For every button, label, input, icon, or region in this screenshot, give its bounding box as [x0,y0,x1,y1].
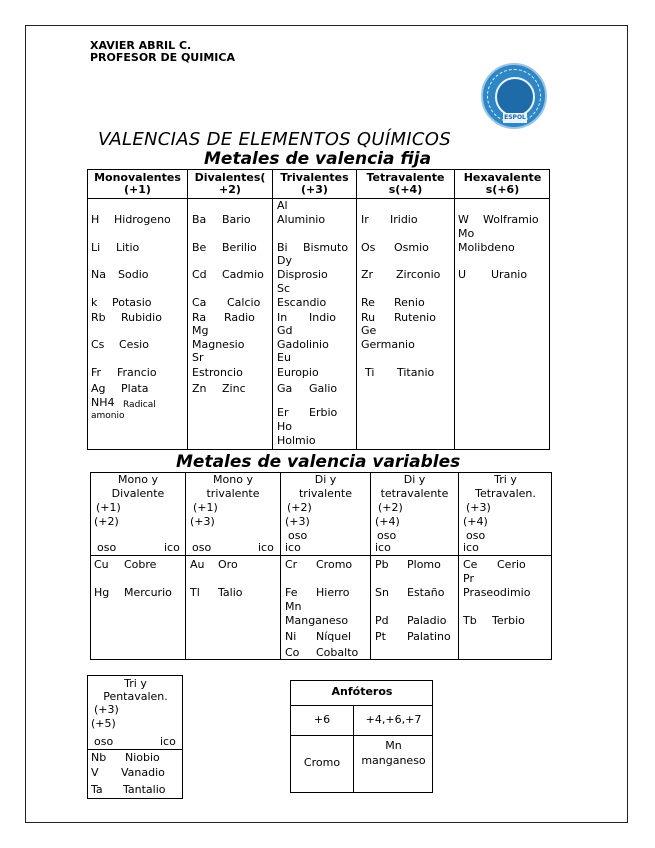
element-symbol: Mn [385,739,402,752]
element-name: amonio [91,411,125,421]
element-symbol: Cd [192,268,207,281]
element-symbol: Ra [192,311,207,324]
element-symbol: Sc [277,282,291,295]
element-name: Sodio [118,268,149,281]
element-name: Escandio [277,296,327,309]
fixed-col-divider [454,169,455,450]
var-header-value: (+3) [190,515,215,528]
element-symbol: Zr [361,268,374,281]
element-symbol: Nb [91,751,107,764]
element-symbol: Ho [277,420,293,433]
fixed-col-divider [187,169,188,450]
element-symbol: H [91,213,100,226]
element-name: Terbio [492,614,525,627]
penta-header-suffix: ico [160,735,176,748]
element-symbol: Fe [285,586,298,599]
amph-valence: +6 [313,713,331,726]
element-name: Cromo [303,756,341,769]
var-header-line: Divalente [111,487,165,500]
element-symbol: Pb [375,558,389,571]
var-header-value: (+1) [96,501,121,514]
element-name: Aluminio [277,213,326,226]
element-symbol: Cr [285,558,298,571]
fixed-subtitle: Metales de valencia fija [204,149,432,169]
element-symbol: Re [361,296,375,309]
element-symbol: Ru [361,311,376,324]
header-hexavalentes: Hexavalente [463,171,542,184]
var-header-line: Tetravalen. [475,487,536,500]
var-header-line: Mono y [213,473,253,486]
element-symbol: k [91,296,98,309]
var-header-value: (+4) [375,515,400,528]
element-name: Renio [394,296,425,309]
element-name: Manganeso [285,614,349,627]
element-symbol: Hg [94,586,110,599]
element-symbol: U [458,268,467,281]
element-name: Hierro [316,586,350,599]
element-symbol: Gd [277,324,293,337]
author-role: PROFESOR DE QUIMICA [90,51,235,64]
element-name: Talio [218,586,243,599]
header-monovalentes: Monovalentes [94,171,181,184]
element-symbol: Ba [192,213,207,226]
var-header-value: (+2) [378,501,403,514]
variable-subtitle: Metales de valencia variables [176,452,461,472]
element-symbol: Er [277,406,289,419]
var-header-line: Di y [314,473,337,486]
element-name: Holmio [277,434,316,447]
var-header-suffix: oso [97,541,117,554]
element-symbol: Mo [458,227,475,240]
var-header-value: (+2) [94,515,119,528]
header-monovalentes-val: (+1) [124,183,151,196]
element-symbol: Ta [91,783,103,796]
element-symbol: V [91,766,99,779]
var-header-value: (+3) [285,515,310,528]
penta-header-value: (+3) [94,703,119,716]
fixed-col-divider [272,169,273,450]
var-header-value: (+4) [463,515,488,528]
element-symbol: Mg [192,324,209,337]
element-name: Berilio [222,241,257,254]
element-name: Osmio [394,241,429,254]
var-header-line: Di y [403,473,426,486]
element-name: Cadmio [222,268,264,281]
element-symbol: Pr [463,572,474,585]
penta-header-value: (+5) [91,717,116,730]
seal-center [495,77,535,117]
header-trivalentes: Trivalentes [280,171,349,184]
fixed-col-divider [356,169,357,450]
element-name: Cerio [497,558,526,571]
element-name: Erbio [309,406,338,419]
var-header-suffix: oso [192,541,212,554]
penta-header-line: Tri y [124,677,147,690]
element-name: Francio [117,366,157,379]
element-name: Palatino [407,630,451,643]
element-name: Zirconio [396,268,441,281]
element-symbol: Mn [285,600,302,613]
header-tetravalentes: Tetravalente [366,171,445,184]
amph-title: Anfóteros [331,685,393,698]
element-symbol: Na [91,268,106,281]
element-symbol: Ti [365,366,375,379]
var-header-value: (+1) [193,501,218,514]
penta-header-suffix: oso [94,735,114,748]
element-name: Mercurio [124,586,172,599]
var-header-suffix: oso [466,529,486,542]
header-trivalentes-val: (+3) [301,183,328,196]
fixed-header-divider [87,198,550,199]
element-name: Tantalio [123,783,166,796]
element-name: Hidrogeno [114,213,171,226]
element-symbol: Zn [192,382,207,395]
header-divalentes-val: +2) [219,183,241,196]
element-symbol: Ge [361,324,377,337]
element-name: Paladio [407,614,447,627]
amph-divider [290,705,433,706]
element-name: Níquel [316,630,352,643]
element-name: Litio [116,241,140,254]
variable-col-divider [458,472,459,660]
variable-header-divider [90,555,552,556]
element-symbol: Cs [91,338,105,351]
element-name: Molibdeno [458,241,515,254]
var-header-suffix: oso [288,529,308,542]
element-symbol: Li [91,241,101,254]
element-name: Cobalto [316,646,359,659]
element-name: Cobre [124,558,157,571]
element-name: Estaño [407,586,445,599]
element-name: Wolframio [483,213,539,226]
element-name: Plomo [407,558,441,571]
element-symbol: Pd [375,614,389,627]
element-name: Cromo [316,558,353,571]
header-hexavalentes-val: s(+6) [485,183,520,196]
element-symbol: Ni [285,630,297,643]
element-name: Radical [123,400,156,410]
element-symbol: In [277,311,288,324]
element-name: Bario [222,213,251,226]
var-header-suffix: ico [463,541,479,554]
variable-col-divider [280,472,281,660]
element-name: Oro [218,558,238,571]
element-name: Disprosio [277,268,328,281]
element-name: Vanadio [121,766,165,779]
element-name: Calcio [227,296,261,309]
var-header-value: (+2) [287,501,312,514]
var-header-suffix: ico [164,541,180,554]
element-symbol: Ga [277,382,293,395]
var-header-line: Tri y [494,473,517,486]
element-symbol: W [458,213,469,226]
element-symbol: Ir [361,213,369,226]
element-name: Radio [224,311,255,324]
element-symbol: Cu [94,558,109,571]
var-header-suffix: ico [285,541,301,554]
element-symbol: Ce [463,558,478,571]
element-symbol: NH4 [91,396,115,409]
variable-col-divider [185,472,186,660]
amph-valence: +4,+6,+7 [365,713,422,726]
element-name: Estroncio [192,366,243,379]
element-name: Zinc [222,382,246,395]
element-name: Indio [309,311,336,324]
element-symbol: Eu [277,351,291,364]
element-symbol: Dy [277,254,292,267]
seal-caption: ESPOL [504,114,526,121]
element-symbol: Os [361,241,376,254]
element-name: Gadolinio [277,338,329,351]
element-symbol: Ag [91,382,106,395]
element-name: Potasio [112,296,152,309]
element-name: manganeso [361,754,426,767]
var-header-line: trivalente [206,487,260,500]
penta-header-divider [87,749,183,750]
element-symbol: Rb [91,311,106,324]
header-divalentes: Divalentes( [194,171,266,184]
var-header-line: trivalente [298,487,353,500]
element-symbol: Pt [375,630,386,643]
element-name: Uranio [491,268,528,281]
element-name: Rubidio [121,311,162,324]
element-symbol: Sr [192,351,204,364]
var-header-suffix: ico [258,541,274,554]
var-header-value: (+3) [466,501,491,514]
element-name: Praseodimio [463,586,531,599]
element-name: Plata [121,382,149,395]
var-header-line: Mono y [118,473,158,486]
var-header-suffix: oso [377,529,397,542]
page-title: VALENCIAS DE ELEMENTOS QUÍMICOS [98,129,451,150]
author-name: XAVIER ABRIL C. [90,39,192,52]
element-name: Bismuto [303,241,349,254]
element-symbol: Fr [91,366,102,379]
penta-header-line: Pentavalen. [103,690,168,703]
element-symbol: Al [277,199,288,212]
var-header-suffix: ico [375,541,391,554]
var-header-line: tetravalente [380,487,449,500]
element-name: Cesio [119,338,149,351]
element-name: Europio [277,366,319,379]
amph-divider [290,735,433,736]
element-symbol: Co [285,646,300,659]
element-symbol: Ca [192,296,207,309]
variable-col-divider [370,472,371,660]
element-name: Magnesio [192,338,245,351]
header-tetravalentes-val: s(+4) [388,183,423,196]
element-symbol: Bi [277,241,288,254]
element-symbol: Tb [463,614,477,627]
institution-seal-icon [481,63,547,129]
element-name: Iridio [390,213,418,226]
element-symbol: Sn [375,586,389,599]
element-symbol: Be [192,241,207,254]
element-name: Germanio [361,338,415,351]
element-name: Galio [309,382,338,395]
element-symbol: Tl [190,586,200,599]
element-name: Titanio [397,366,435,379]
element-name: Niobio [125,751,160,764]
element-symbol: Au [190,558,205,571]
element-name: Rutenio [394,311,436,324]
